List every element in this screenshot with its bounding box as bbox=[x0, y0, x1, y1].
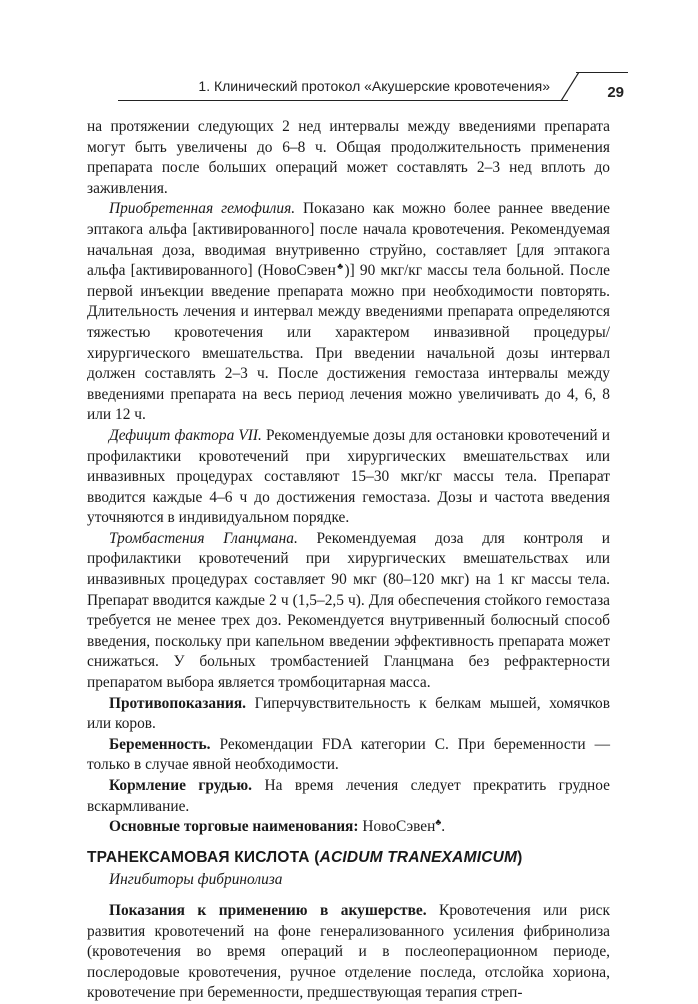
page-number: 29 bbox=[607, 84, 624, 101]
paragraph-continuation: на протяжении следующих 2 нед интервалы между введениями препарата могут быть увеличены до 6–8 ч. Общая продолжительность применения препарата после больших операций может составлять 2–3 нед вплоть до заживления. bbox=[87, 118, 610, 197]
paragraph-text: Кровотечения или риск развития кровотечений на фоне генерализованного усиления фибринолиза (кровотечения во время операций и в послеоперационном периоде, послеродовые кровотечения, ручное отделение последа, отслойка хориона, кровотечение при беременности, предшествующая терапия стреп- bbox=[87, 901, 610, 1002]
paragraph-label: Кормление грудью. bbox=[109, 777, 252, 794]
section-subtitle: Ингибиторы фибринолиза bbox=[109, 871, 283, 889]
paragraph-text: На время лечения следует прекратить грудное вскармливание. bbox=[87, 777, 610, 815]
header-top-rule bbox=[576, 72, 628, 73]
paragraph-label: Приобретенная гемофилия. bbox=[109, 200, 296, 218]
paragraph-acquired-hemophilia bbox=[87, 199, 610, 426]
paragraph-text: Рекомендуемая доза для контроля и профилактики кровотечений при хирургических вмешательствах или инвазивных процедурах составляет 90 мкг (80–120 мкг) на 1 кг массы тела. Препарат вводится каждые 2 ч (1,5–2,5 ч). Для обеспечения стойкого гемостаза требуется не менее трех доз. Рекомендуется внутривенный болюсный способ введения, поскольку при капельном введении эффективность препарата может снижаться. У больных тромбастенией Гланцмана без рефрактерности препаратом выбора является тромбоцитарная масса. bbox=[87, 529, 611, 692]
registered-mark: ♣ bbox=[335, 261, 345, 272]
paragraph-label: Основные торговые наименования: bbox=[109, 818, 359, 836]
page-body bbox=[87, 117, 610, 1004]
paragraph-contraindications bbox=[87, 694, 610, 735]
paragraph-text: Гиперчувствительность к белкам мышей, хомячков или коров. bbox=[87, 694, 610, 733]
section-heading-latin: ACIDUM TRANEXAMICUM bbox=[319, 848, 518, 866]
paragraph-text: Показано как можно более раннее введение эптакога альфа [активированного] после начала кровотечения. Рекомендуемая начальная доза, вводимая внутривенно струйно, составляет [для эптакога альфа [активированного] (НовоСэвен bbox=[87, 200, 610, 280]
paragraph-label: Показания к применению в акушерстве. bbox=[109, 901, 427, 919]
paragraph-label: Дефицит фактора VII. bbox=[109, 426, 262, 444]
paragraph-text: Рекомендации FDA категории C. При беременности — только в случае явной необходимости. bbox=[87, 735, 610, 774]
paragraph-factor-vii bbox=[87, 426, 610, 529]
paragraph-text: НовоСэвен bbox=[358, 818, 436, 836]
paragraph-text: )] 90 мкг/кг массы тела больной. После первой инъекции введение препарата можно при необходимости повторять. Длительность лечения и интервал между введениями препарата определяются тяжестью кровотечения или характером инвазивной процедуры/хирургического вмешательства. При введении начальной дозы интервал должен составлять 2–3 ч. После достижения гемостаза интервалы между введениями препарата на весь период лечения можно увеличивать до 4, 6, 8 или 12 ч. bbox=[87, 262, 610, 424]
paragraph-label: Беременность. bbox=[109, 735, 211, 753]
header-slant-divider bbox=[560, 72, 580, 101]
paragraph-pregnancy bbox=[87, 735, 610, 776]
header-rule bbox=[118, 100, 568, 101]
section-heading-text: ) bbox=[517, 848, 523, 866]
section-heading bbox=[87, 848, 610, 869]
running-title: 1. Клинический протокол «Акушерские кровотечения» bbox=[198, 78, 550, 94]
paragraph-trade-names bbox=[87, 817, 610, 838]
paragraph-label: Противопоказания. bbox=[109, 694, 247, 712]
section-heading-text: ТРАНЕКСАМОВАЯ КИСЛОТА ( bbox=[87, 848, 320, 866]
paragraph-label: Тромбастения Гланцмана. bbox=[109, 529, 298, 547]
paragraph-text: . bbox=[441, 818, 446, 836]
paragraph-lactation bbox=[87, 776, 610, 817]
paragraph-glanzmann bbox=[87, 529, 610, 694]
paragraph-text: Рекомендуемые дозы для остановки кровотечений и профилактики кровотечений при хирургических вмешательствах или инвазивных процедурах составляют 15–30 мкг/кг массы тела. Препарат вводится каждые 4–6 ч до достижения гемостаза. Дозы и частота введения уточняются в индивидуальном порядке. bbox=[87, 426, 611, 527]
registered-mark: ♣ bbox=[435, 817, 442, 828]
paragraph-indications bbox=[87, 901, 610, 1004]
